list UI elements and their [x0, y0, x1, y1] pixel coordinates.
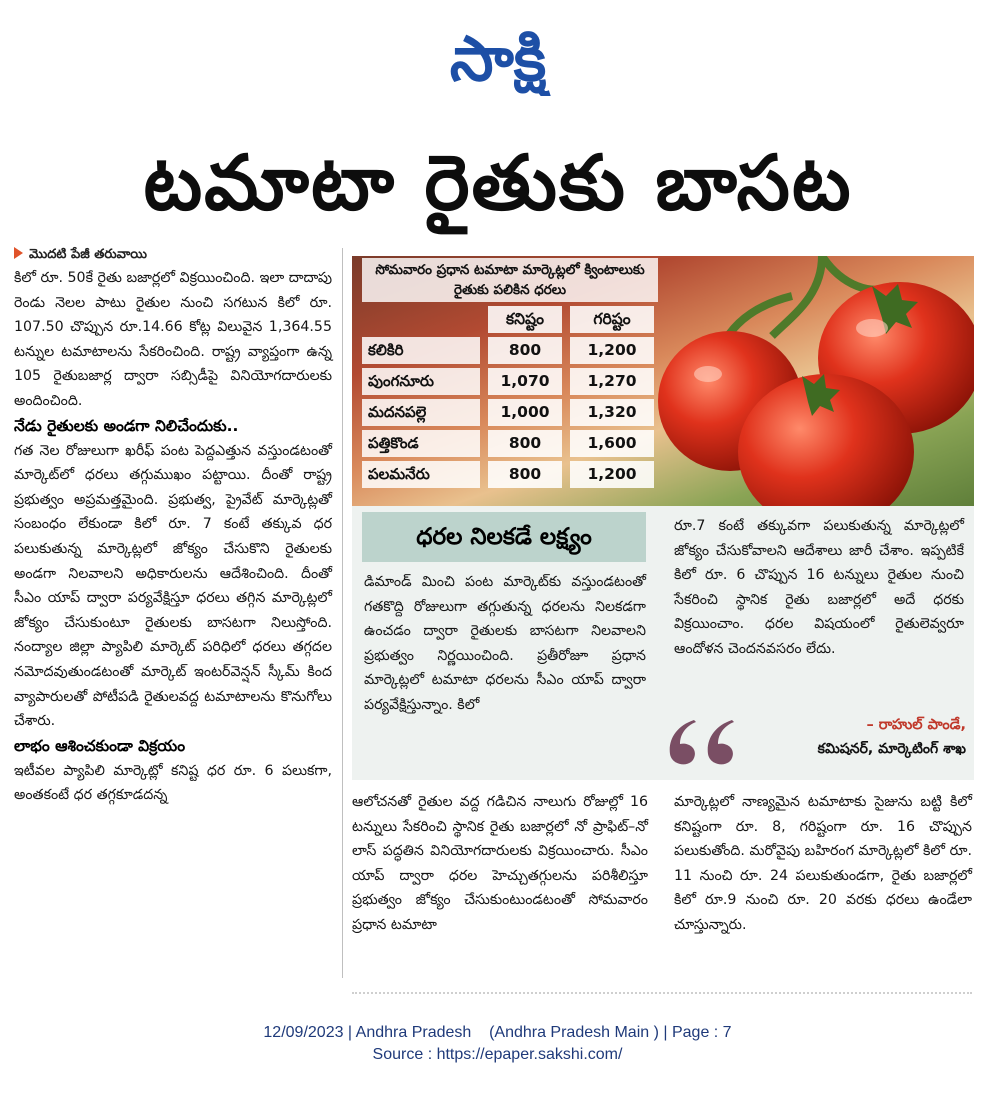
quote-left-paragraph: డిమాండ్ మించి పంట మార్కెట్‌కు వస్తుండటంతో గతకొద్ది రోజులుగా తగ్గుతున్న ధరలను నిలకడగా ఉంచడం ద్వారా రైతులకు బాసటగా నిలవాలని ప్రభుత్వం నిర్ణయించింది. ప్రతీరోజూ ప్రధాన మార్కెట్లలో టమాటా ధరలను సీఎం యాప్ ద్వారా పర్యవేక్షిస్తున్నాం. కిలో: [364, 574, 646, 713]
market-name: పుంగనూరు: [362, 368, 480, 395]
max-price: 1,200: [570, 337, 654, 364]
logo-text: సాక్షి: [449, 22, 547, 95]
min-price: 1,070: [488, 368, 562, 395]
subheading-2: లాభం ఆశించకుండా విక్రయం: [14, 736, 186, 755]
quote-marks-icon: [664, 712, 744, 772]
max-price: 1,270: [570, 368, 654, 395]
market-name: పలమనేరు: [362, 461, 480, 488]
signature-name: – రాహుల్ పాండే,: [866, 717, 966, 733]
price-table-title: సోమవారం ప్రధాన టమాటా మార్కెట్లలో క్వింటాలుకు రైతుకు పలికిన ధరలు: [362, 258, 658, 302]
footer-date-line: [0, 1022, 995, 1044]
table-row: [362, 399, 658, 426]
market-name: మదనపల్లె: [362, 399, 480, 426]
quote-heading: ధరల నిలకడే లక్ష్యం: [362, 512, 646, 562]
header-spacer: [362, 306, 480, 333]
table-row: [362, 337, 658, 364]
left-column: [14, 244, 332, 808]
max-price: 1,320: [570, 399, 654, 426]
table-row: [362, 461, 658, 488]
market-name: పత్తికొండ: [362, 430, 480, 457]
max-price: 1,600: [570, 430, 654, 457]
footer-source-text: Source : https://epaper.sakshi.com/: [372, 1046, 623, 1063]
arrow-icon: [14, 247, 23, 259]
min-price: 800: [488, 430, 562, 457]
sakshi-logo: [398, 18, 598, 96]
quote-right-paragraph: రూ.7 కంటే తక్కువగా పలుకుతున్న మార్కెట్లలో జోక్యం చేసుకోవాలని ఆదేశాలు జారీ చేశాం. ఇప్పటికే కిలో రూ. 6 చొప్పున 16 టన్నులు రైతుల నుంచి సేకరించి స్థానిక రైతు బజార్లలో అదే ధరకు విక్రయించాం. ధరల విషయంలో రైతులెవ్వరూ ఆందోళన చెందనవసరం లేదు.: [674, 518, 964, 657]
paragraph-1: కిలో రూ. 50కే రైతు బజార్లలో విక్రయించింది. ఇలా దాదాపు రెండు నెలల పాటు రైతుల నుంచి సగటున కిలో రూ. 107.50 చొప్పున రూ.14.66 కోట్ల విలువైన 1,364.55 టన్నుల టమాటాలను సేకరించింది. రాష్ట్ర వ్యాప్తంగా ఉన్న 105 రైతుబజార్ల ద్వారా సబ్సిడీపై వినియోగదారులకు అందించింది.: [14, 270, 332, 409]
footer-date-text: 12/09/2023 | Andhra Pradesh (Andhra Pradesh Main ) | Page : 7: [263, 1024, 732, 1041]
signature-title: కమిషనర్, మార్కెటింగ్ శాఖ: [817, 741, 966, 757]
headline: టమాటా రైతుకు బాసట: [143, 138, 853, 227]
footer-source-line: [0, 1044, 995, 1066]
logo-graphic: [398, 18, 598, 96]
paragraph-3: ఇటీవల ప్యాపిలి మార్కెట్లో కనిష్ట ధర రూ. 6 పలుకగా, అంతకంటే ధర తగ్గకూడదన్న: [14, 762, 332, 804]
continuation-label: మొదటి పేజీ తరువాయి: [29, 247, 147, 262]
continuation-line: [14, 244, 332, 266]
paragraph-2: గత నెల రోజులుగా ఖరీఫ్ పంట పెద్దఎత్తున వస్తుండటంతో మార్కెట్‌లో ధరలు తగ్గుముఖం పట్టాయి. దీంతో రాష్ట్ర ప్రభుత్వం అప్రమత్తమైంది. ప్రభుత్వ, ప్రైవేట్ మార్కెట్లతో సంబంధం లేకుండా కిలో రూ. 7 కంటే తక్కువ ధర పలుకుతున్న మార్కెట్లలో జోక్యం చేసుకొని రైతులకు అండగా నిలవాలని అధికారులను ఆదేశించింది. దీంతో సీఎం యాప్ ద్వారా పర్యవేక్షిస్తూ ధరలు తగ్గిన మార్కెట్లలో జోక్యం చేసుకుంటూ రైతులకు బాసటగా నిలుస్తోంది. నంద్యాల జిల్లా ప్యాపిలి మార్కెట్ పరిధిలో ధరలు తగ్గదల నమోదవుతుండటంతో మార్కెట్ ఇంటర్‌వెన్షన్ స్కీమ్ కింద వ్యాపారులతో పోటీపడి రైతులవద్ద టమాటాలను కొనుగోలు చేశారు.: [14, 442, 332, 730]
subheading-1: నేడు రైతులకు అండగా నిలిచేందుకు..: [14, 416, 239, 435]
middle-paragraph: ఆలోచనతో రైతుల వద్ద గడిచిన నాలుగు రోజుల్లో 16 టన్నులు సేకరించి స్థానిక రైతు బజార్లలో నో ప్రాఫిట్–నో లాస్ పద్ధతిన వినియోగదారులకు విక్రయించారు. సీఎం యాప్ ద్వారా ధరల హెచ్చుతగ్గులను పరిశీలిస్తూ ప్రభుత్వం జోక్యం చేసుకుంటుండటంతో సోమవారం ప్రధాన టమాటా: [352, 794, 648, 933]
middle-column: [352, 790, 648, 938]
price-table-header: [362, 306, 658, 333]
quote-left-text: [364, 570, 646, 718]
bottom-rule: [352, 992, 972, 994]
market-name: కలికిరి: [362, 337, 480, 364]
quote-right-text: [674, 514, 964, 662]
min-price: 800: [488, 337, 562, 364]
price-table: [362, 258, 658, 488]
min-price: 800: [488, 461, 562, 488]
column-divider: [342, 248, 343, 978]
right-paragraph: మార్కెట్లలో నాణ్యమైన టమాటాకు సైజును బట్టి కిలో కనిష్టంగా రూ. 8, గరిష్టంగా రూ. 16 చొప్పున పలుకుతోంది. మరోవైపు బహిరంగ మార్కెట్లలో కిలో రూ. 11 నుంచి రూ. 24 పలుకుతుండగా, రైతు బజార్లలో కిలో రూ.9 నుంచి రూ. 20 వరకు ధరలు ఉండేలా చూస్తున్నారు.: [674, 794, 972, 933]
table-row: [362, 430, 658, 457]
right-column: [674, 790, 972, 938]
header-min: కనిష్టం: [488, 306, 562, 333]
min-price: 1,000: [488, 399, 562, 426]
header-max: గరిష్టం: [570, 306, 654, 333]
table-row: [362, 368, 658, 395]
max-price: 1,200: [570, 461, 654, 488]
